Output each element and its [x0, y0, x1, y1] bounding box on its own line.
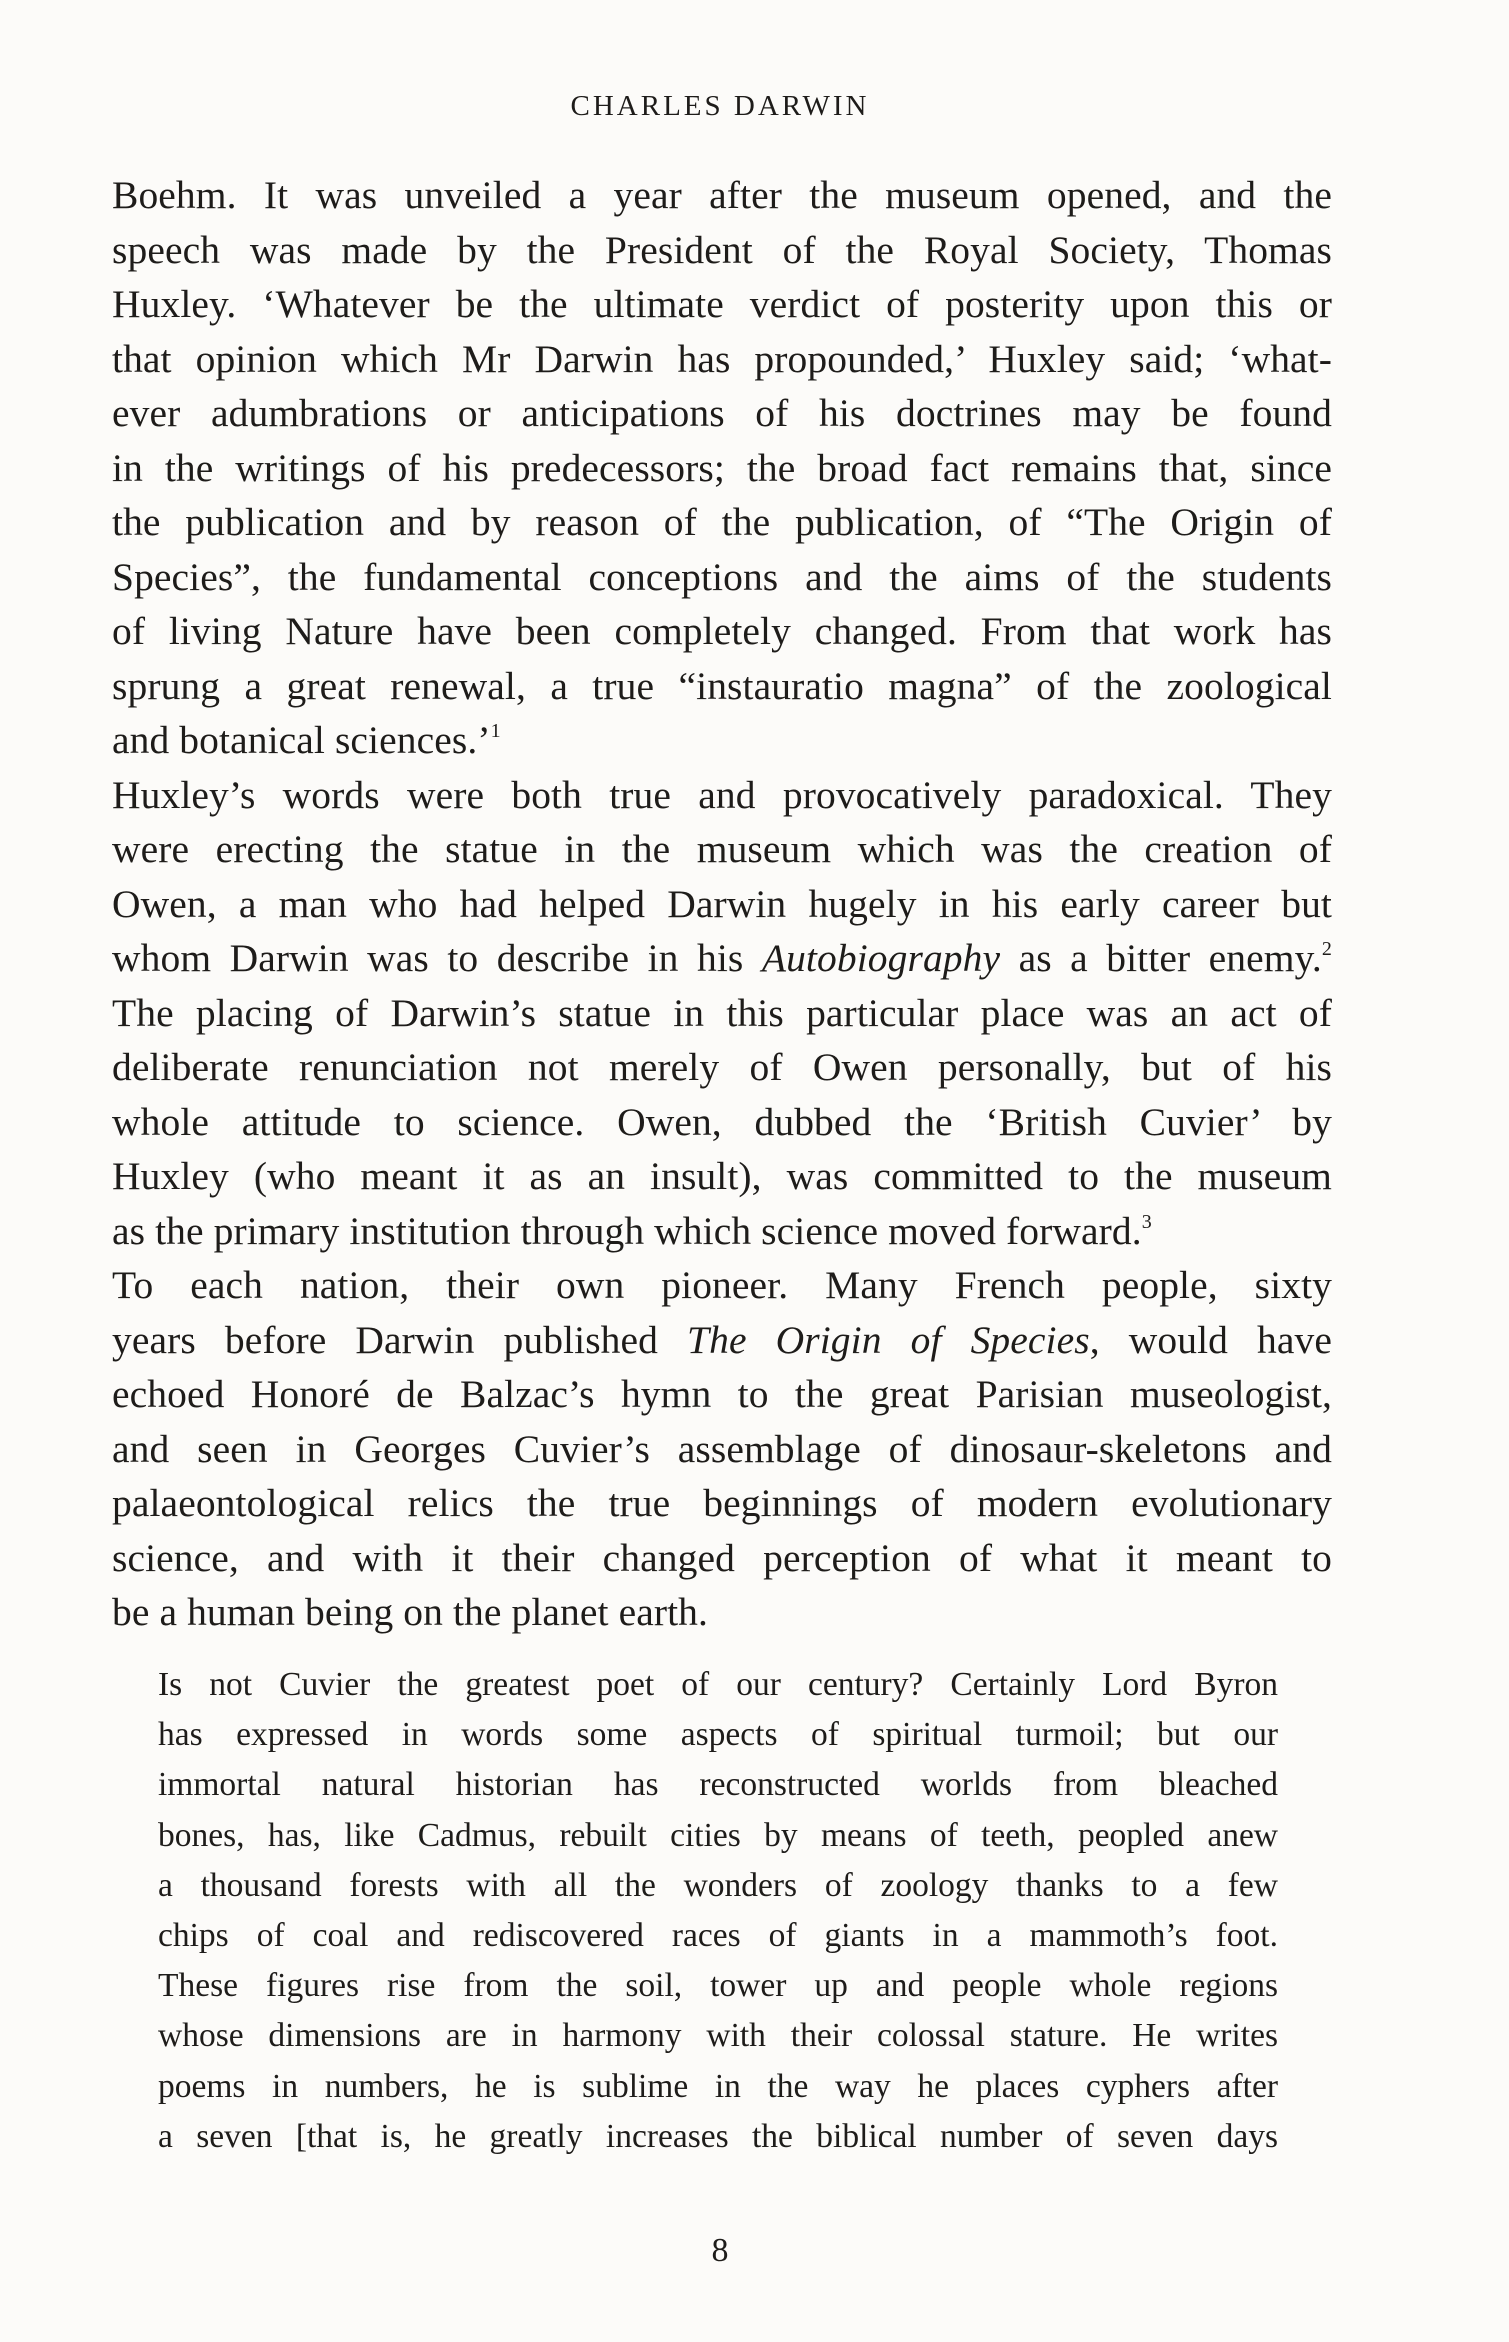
text-line [112, 1204, 1332, 1259]
text-line: that opinion which Mr Darwin has propounded,’ Huxley said; ‘what- [112, 336, 1332, 381]
text-line: The placing of Darwin’s statue in this particular place was an act of [112, 990, 1332, 1035]
text-line: Huxley (who meant it as an insult), was committed to the museum [112, 1154, 1332, 1198]
text-line: Species”, the fundamental conceptions and the aims of the students [112, 554, 1332, 599]
text-line: To each nation, their own pioneer. Many French people, sixty [112, 1263, 1332, 1307]
text-line [112, 713, 1332, 768]
book-title-origin-of-species: The Origin of Species [687, 1317, 1090, 1362]
text-line: in the writings of his predecessors; the broad fact remains that, since [112, 445, 1332, 490]
text-line: and seen in Georges Cuvier’s assemblage of dinosaur-skeletons and [112, 1426, 1332, 1471]
text-line: echoed Honoré de Balzac’s hymn to the great Parisian museologist, [112, 1372, 1332, 1416]
page-number: 8 [711, 2232, 729, 2269]
footnote-ref-2[interactable]: 2 [1321, 938, 1332, 960]
paragraph-2 [112, 768, 1332, 1259]
text-line: science, and with it their changed perception of what it meant to [112, 1535, 1332, 1580]
text-line [112, 931, 1332, 986]
block-quote [158, 1660, 1278, 2162]
text-line: Boehm. It was unveiled a year after the museum opened, and the [112, 173, 1332, 217]
quote-line: a seven [that is, he greatly increases the biblical number of seven days [158, 2117, 1278, 2155]
quote-line: poems in numbers, he is sublime in the way he places cyphers after [158, 2067, 1278, 2105]
quote-line: Is not Cuvier the greatest poet of our century? Certainly Lord Byron [158, 1666, 1278, 1703]
text-line: the publication and by reason of the publication, of “The Origin of [112, 500, 1332, 544]
quote-line: bones, has, like Cadmus, rebuilt cities by means of teeth, peopled anew [158, 1816, 1278, 1854]
text-line: Huxley’s words were both true and provocatively paradoxical. They [112, 772, 1332, 817]
quote-line: a thousand forests with all the wonders of zoology thanks to a few [158, 1866, 1278, 1904]
line-text: whom Darwin was to describe in his [112, 936, 762, 980]
line-text: , would have [1089, 1317, 1332, 1362]
quote-line: has expressed in words some aspects of spiritual turmoil; but our [158, 1716, 1278, 1754]
text-line: deliberate renunciation not merely of Owen personally, but of his [112, 1045, 1332, 1089]
text-line: Owen, a man who had helped Darwin hugely in his early career but [112, 881, 1332, 926]
text-line: be a human being on the planet earth. [112, 1590, 708, 1634]
footnote-ref-3[interactable]: 3 [1141, 1210, 1152, 1233]
body-text [112, 168, 1332, 1640]
text-line: whole attitude to science. Owen, dubbed the ‘British Cuvier’ by [112, 1099, 1332, 1144]
text-line: were erecting the statue in the museum which was the creation of [112, 827, 1332, 871]
quote-line: whose dimensions are in harmony with their colossal stature. He writes [158, 2017, 1278, 2055]
text-line: of living Nature have been completely changed. From that work has [112, 609, 1332, 653]
text-line: sprung a great renewal, a true “instauratio magna” of the zoological [112, 663, 1332, 708]
text-line [112, 1313, 1332, 1368]
line-text: years before Darwin published [112, 1317, 688, 1362]
text-line: Huxley. ‘Whatever be the ultimate verdict of posterity upon this or [112, 282, 1332, 326]
line-text: as a bitter enemy. [1000, 936, 1322, 980]
paragraph-1 [112, 168, 1332, 768]
quote-line: immortal natural historian has reconstructed worlds from bleached [158, 1766, 1278, 1804]
text-line: speech was made by the President of the Royal Society, Thomas [112, 227, 1332, 272]
book-title-autobiography: Autobiography [761, 936, 1001, 980]
text-line: palaeontological relics the true beginnings of modern evolutionary [112, 1481, 1332, 1525]
footnote-ref-1[interactable]: 1 [490, 720, 501, 742]
line-text: as the primary institution through which science moved forward. [112, 1208, 1142, 1253]
quote-line: chips of coal and rediscovered races of giants in a mammoth’s foot. [158, 1916, 1278, 1954]
quote-line: These figures rise from the soil, tower up and people whole regions [158, 1967, 1278, 2005]
running-head: CHARLES DARWIN [570, 90, 870, 122]
line-text: and botanical sciences.’ [112, 718, 491, 762]
text-line: ever adumbrations or anticipations of his doctrines may be found [112, 391, 1332, 435]
paragraph-3 [112, 1258, 1332, 1640]
